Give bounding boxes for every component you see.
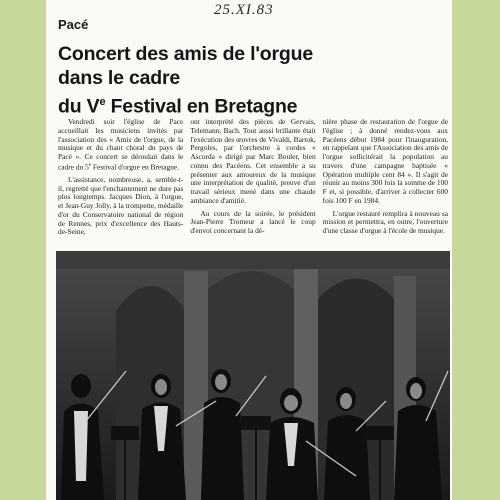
headline-ordinal-sup: e <box>99 96 106 108</box>
newspaper-clipping <box>46 0 452 500</box>
handwritten-date: 25.XI.83 <box>214 2 274 18</box>
headline <box>58 42 448 119</box>
section-label: Pacé <box>58 17 89 32</box>
column-2-paragraph-1: ont interprété des pièces de Gervais, Telemann, Bach. Tout aussi brillante était l'exécution des œuvres de Vivaldi, Bartok, Pergoles, par l'orchestre à cordes « Ascorda » dirigé par Marc Bouler, bien connu des Pacéens. Cet ensemble a su présenter aux amoureux de la musique une interprétation de qualité, preuve d'un travail sérieux mené dans une chaude ambiance d'amitié. <box>190 118 316 205</box>
column-2-paragraph-2: Au cours de la soirée, le président Jean-Pierre Tromeur a lancé le coup d'envoi concernant la dé- <box>190 208 316 235</box>
article-column-3 <box>323 118 448 250</box>
headline-line-1: Concert des amis de l'orgue <box>58 43 313 65</box>
column-3-paragraph-1: nière phase de restauration de l'orgue de l'église ; à donné rendez-vous aux Pacéens début 1984 pour l'inauguration, en rappelant que l'Association des amis de l'orgue sollicitérait la population au travers d'une campagne baptisée « Opération multiple cent 84 ». Il s'agit de réunir au moins 300 fois la somme de 100 F et, si possible, d'arriver à collecter 600 fois 100 F en 1984. <box>322 118 448 205</box>
column-1-paragraph-2: L'assistance, nombreuse, a, semble-t-il, regretté que l'enchantement ne dure pas plus longtemps. Jacques Dion, à l'orgue, et Jean-Guy Jolly, à la trompette, médaille d'or du Conservatoire national de région de Rennes, prix d'excellence des Hauts-de-Seine, <box>58 174 184 237</box>
concert-photo-illustration <box>56 251 450 500</box>
column-1-paragraph-1-text: Vendredi soir l'église de Pace accueillait les musiciens invités par l'association des « Amis de l'orgue, de la musique et du chant choral du pays de Pacé ». Ce concert se déroulait dans le cadre du <box>58 118 184 172</box>
column-1-paragraph-1 <box>58 118 183 172</box>
column-1-ordinal: 5 <box>85 162 89 172</box>
column-3-paragraph-2: L'orgue restauré remplira à nouveau sa mission et permettra, en outre, l'ouverture d'une classe d'orgue à l'école de musique. <box>322 208 448 235</box>
article-column-2 <box>190 118 315 250</box>
article-column-1 <box>58 118 183 250</box>
headline-line-3-prefix: du V <box>58 95 100 118</box>
headline-line-3-suffix: Festival en Bretagne <box>105 95 298 118</box>
headline-line-2: dans le cadre <box>58 67 181 89</box>
column-1-ordinal-sup: e <box>88 162 92 168</box>
article-columns <box>58 118 448 250</box>
concert-photo <box>56 251 450 500</box>
column-1-paragraph-1-end: Festival d'orgue en Bretagne. <box>91 162 180 172</box>
